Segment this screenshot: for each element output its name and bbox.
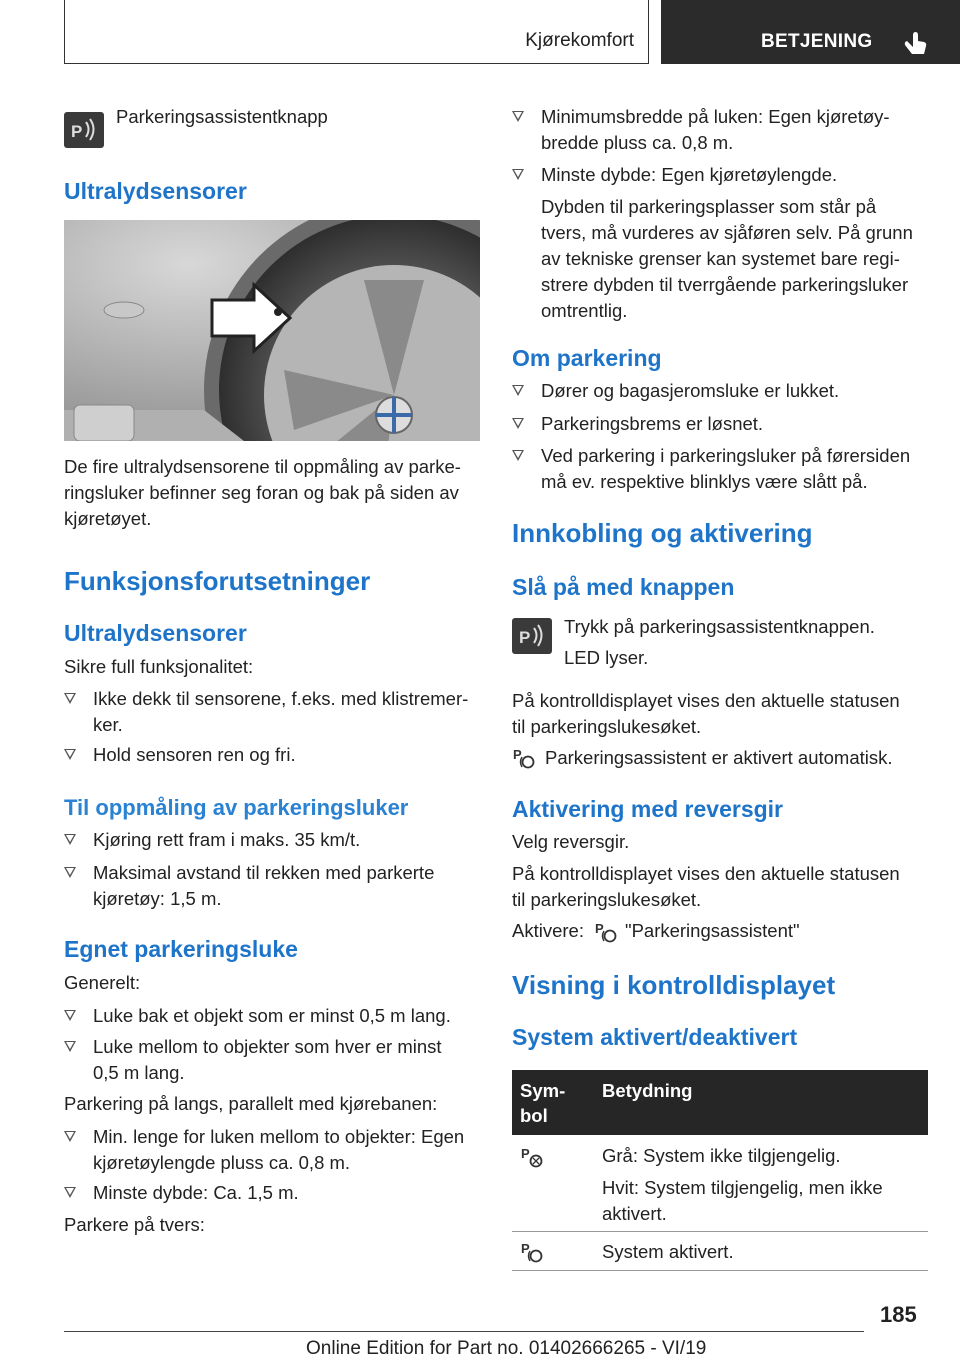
button-caption: Parkeringsassistentknapp bbox=[116, 106, 328, 127]
bullet-triangle-icon bbox=[64, 867, 76, 878]
text-trykk: Trykk på parkeringsassistentknappen. bbox=[564, 616, 875, 637]
bullet-triangle-icon bbox=[512, 111, 524, 122]
bullet-triangle-icon bbox=[64, 693, 76, 704]
heading-visning: Visning i kontrolldisplayet bbox=[512, 970, 836, 1000]
header-chapter-title: BETJENING bbox=[761, 31, 873, 52]
text-auto: Parkeringsassistent er aktivert automatisk. bbox=[545, 747, 893, 768]
list-item: Maksimal avstand til rekken med parkerte kjøretøy: 1,5 m. bbox=[64, 860, 480, 912]
heading-sla-pa: Slå på med knappen bbox=[512, 574, 735, 600]
list-item: Luke mellom to objekter som hver er minst 0,5 m lang. bbox=[64, 1034, 480, 1086]
header-section-title: Kjørekomfort bbox=[525, 30, 634, 51]
pointing-hand-icon bbox=[901, 27, 931, 57]
page-number: 185 bbox=[880, 1302, 917, 1327]
table-cell: System aktivert. bbox=[602, 1241, 734, 1262]
text-generelt: Generelt: bbox=[64, 972, 141, 993]
list-item: Minste dybde: Egen kjøretøylengde. bbox=[512, 162, 928, 188]
heading-egnet-parkeringsluke: Egnet parkeringsluke bbox=[64, 936, 298, 962]
svg-text:P: P bbox=[521, 1241, 530, 1256]
table-header bbox=[512, 1070, 928, 1135]
bullet-triangle-icon bbox=[512, 385, 524, 396]
heading-system-aktivert: System aktivert/deaktivert bbox=[512, 1024, 798, 1050]
bullet-triangle-icon bbox=[64, 1041, 76, 1052]
text-aktivere-value: "Parkeringsassistent" bbox=[625, 920, 800, 941]
text-velg: Velg reversgir. bbox=[512, 831, 630, 852]
text-tvers: Parkere på tvers: bbox=[64, 1214, 205, 1235]
heading-til-oppmaling: Til oppmåling av parkeringsluker bbox=[64, 795, 409, 820]
text-dybden: Dybden til parkeringsplasser som står på tvers, må vurderes av sjåføren selv. På grunn av tekniske grenser kan systemet bare regi- strere dybden til tverrgående parkeringsluker omtrentlig. bbox=[541, 196, 913, 321]
list-item: Dører og bagasjeromsluke er lukket. bbox=[512, 378, 928, 404]
heading-ultralydsensorer-2: Ultralydsensorer bbox=[64, 620, 247, 646]
table-header-meaning: Betydning bbox=[602, 1080, 693, 1101]
text-kontroll-2: På kontrolldisplayet vises den aktuelle statusen til parkeringslukesøket. bbox=[512, 863, 900, 910]
header-section-box bbox=[64, 0, 649, 64]
heading-ultralydsensorer: Ultralydsensorer bbox=[64, 178, 247, 204]
svg-text:P: P bbox=[513, 747, 522, 762]
heading-funksjonsforutsetninger: Funksjonsforutsetninger bbox=[64, 566, 371, 596]
svg-text:P: P bbox=[519, 628, 531, 647]
list-item: Minimumsbredde på luken: Egen kjøretøy- bredde pluss ca. 0,8 m. bbox=[512, 104, 928, 156]
table-divider bbox=[512, 1270, 928, 1271]
wheel-sensor-photo bbox=[64, 220, 480, 441]
photo-caption-line: kjøretøyet. bbox=[64, 508, 152, 529]
list-item: Parkeringsbrems er løsnet. bbox=[512, 411, 928, 437]
list-item: Hold sensoren ren og fri. bbox=[64, 742, 480, 768]
table-row bbox=[512, 1135, 928, 1230]
svg-text:P: P bbox=[521, 1146, 530, 1161]
parking-assistant-active-icon bbox=[520, 1240, 546, 1264]
footer-edition: Online Edition for Part no. 01402666265 - VI/19 bbox=[306, 1338, 707, 1359]
bullet-triangle-icon bbox=[64, 1187, 76, 1198]
bullet-triangle-icon bbox=[512, 418, 524, 429]
footer-divider bbox=[64, 1331, 864, 1332]
heading-innkobling: Innkobling og aktivering bbox=[512, 518, 813, 548]
parking-assistant-symbol-icon bbox=[512, 746, 538, 770]
table-cell: Grå: System ikke tilgjengelig. Hvit: System tilgjengelig, men ikke aktivert. bbox=[602, 1145, 883, 1224]
table-row bbox=[512, 1232, 928, 1270]
photo-caption-line: De fire ultralydsensorene til oppmåling av parke- bbox=[64, 456, 461, 477]
svg-text:P: P bbox=[71, 122, 83, 141]
bullet-triangle-icon bbox=[64, 834, 76, 845]
parking-assist-button-icon bbox=[64, 112, 104, 148]
table-header-symbol: Sym- bol bbox=[520, 1080, 566, 1126]
parking-assistant-grey-icon bbox=[520, 1145, 546, 1169]
text-aktivere-label: Aktivere: bbox=[512, 920, 584, 941]
text-langs: Parkering på langs, parallelt med kjørebanen: bbox=[64, 1093, 438, 1114]
list-item: Kjøring rett fram i maks. 35 km/t. bbox=[64, 827, 480, 853]
list-item: Min. lenge for luken mellom to objekter: Egen kjøretøylengde pluss ca. 0,8 m. bbox=[64, 1124, 480, 1176]
header-chapter-box bbox=[661, 0, 960, 64]
bullet-triangle-icon bbox=[64, 1010, 76, 1021]
list-item: Luke bak et objekt som er minst 0,5 m lang. bbox=[64, 1003, 480, 1029]
bullet-triangle-icon bbox=[64, 749, 76, 760]
svg-text:P: P bbox=[595, 921, 604, 936]
photo-caption bbox=[64, 454, 480, 532]
list-item: Ikke dekk til sensorene, f.eks. med klistremer- ker. bbox=[64, 686, 480, 738]
parking-assistant-symbol-icon bbox=[594, 920, 620, 944]
text-led: LED lyser. bbox=[564, 647, 649, 668]
bullet-triangle-icon bbox=[64, 1131, 76, 1142]
list-item: Minste dybde: Ca. 1,5 m. bbox=[64, 1180, 480, 1206]
heading-aktivering-reversgir: Aktivering med reversgir bbox=[512, 796, 784, 822]
text-sikre: Sikre full funksjonalitet: bbox=[64, 656, 254, 677]
text-kontroll-1: På kontrolldisplayet vises den aktuelle statusen til parkeringslukesøket. bbox=[512, 690, 900, 737]
heading-om-parkering: Om parkering bbox=[512, 345, 662, 371]
parking-assist-button-icon bbox=[512, 618, 552, 654]
bullet-triangle-icon bbox=[512, 450, 524, 461]
bullet-triangle-icon bbox=[512, 169, 524, 180]
list-item: Ved parkering i parkeringsluker på førersiden må ev. respektive blinklys være slått på. bbox=[512, 443, 928, 495]
photo-caption-line: ringsluker befinner seg foran og bak på siden av bbox=[64, 482, 459, 503]
